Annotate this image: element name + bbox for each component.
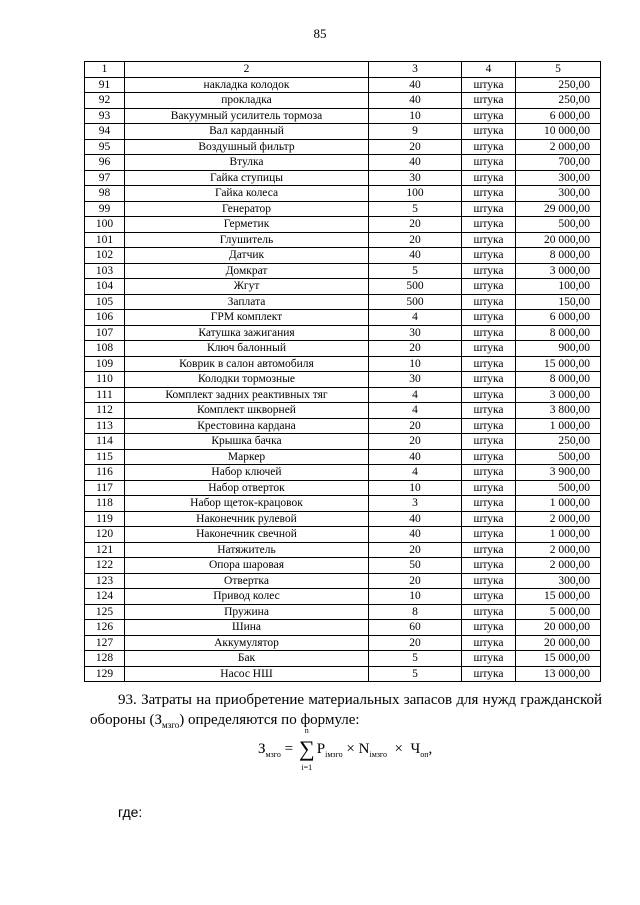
row-number-cell: 97	[85, 170, 125, 186]
row-number-cell: 115	[85, 449, 125, 465]
table-row	[85, 434, 601, 450]
formula-n-sub: iмзго	[369, 750, 388, 759]
price-cell: 250,00	[516, 93, 601, 109]
price-cell: 250,00	[516, 434, 601, 450]
table-row	[85, 201, 601, 217]
quantity-cell: 30	[369, 170, 462, 186]
quantity-cell: 5	[369, 263, 462, 279]
item-name-cell: Комплект задних реактивных тяг	[125, 387, 369, 403]
item-name-cell: Ключ балонный	[125, 341, 369, 357]
price-cell: 2 000,00	[516, 542, 601, 558]
table-row	[85, 604, 601, 620]
table-row	[85, 124, 601, 140]
table-row	[85, 465, 601, 481]
row-number-cell: 101	[85, 232, 125, 248]
table-row	[85, 387, 601, 403]
row-number-cell: 118	[85, 496, 125, 512]
item-name-cell: Коврик в салон автомобиля	[125, 356, 369, 372]
item-name-cell: Отвертка	[125, 573, 369, 589]
item-name-cell: Шина	[125, 620, 369, 636]
quantity-cell: 4	[369, 465, 462, 481]
quantity-cell: 20	[369, 232, 462, 248]
unit-cell: штука	[462, 372, 516, 388]
row-number-cell: 110	[85, 372, 125, 388]
price-cell: 3 000,00	[516, 387, 601, 403]
row-number-cell: 126	[85, 620, 125, 636]
price-cell: 3 900,00	[516, 465, 601, 481]
price-cell: 10 000,00	[516, 124, 601, 140]
formula-n: N	[358, 741, 370, 757]
table-row	[85, 418, 601, 434]
formula-eq: =	[284, 741, 294, 757]
paragraph-symbol-sub: мзго	[162, 720, 180, 730]
item-name-cell: Колодки тормозные	[125, 372, 369, 388]
table-row	[85, 480, 601, 496]
price-cell: 250,00	[516, 77, 601, 93]
row-number-cell: 114	[85, 434, 125, 450]
row-number-cell: 108	[85, 341, 125, 357]
formula-times-1: ×	[346, 741, 355, 757]
price-cell: 300,00	[516, 573, 601, 589]
item-name-cell: Герметик	[125, 217, 369, 233]
item-name-cell: Вакуумный усилитель тормоза	[125, 108, 369, 124]
item-name-cell: Домкрат	[125, 263, 369, 279]
quantity-cell: 20	[369, 139, 462, 155]
quantity-cell: 4	[369, 387, 462, 403]
quantity-cell: 10	[369, 108, 462, 124]
formula-p: P	[316, 741, 326, 757]
formula-times-2: ×	[394, 741, 403, 757]
item-name-cell: Катушка зажигания	[125, 325, 369, 341]
row-number-cell: 107	[85, 325, 125, 341]
unit-cell: штука	[462, 480, 516, 496]
unit-cell: штука	[462, 124, 516, 140]
sum-lower-limit: i=1	[301, 763, 313, 772]
unit-cell: штука	[462, 263, 516, 279]
unit-cell: штука	[462, 279, 516, 295]
price-cell: 3 800,00	[516, 403, 601, 419]
unit-cell: штука	[462, 108, 516, 124]
formula-lhs-sub: мзго	[265, 750, 281, 759]
paragraph-text-after: ) определяются по формуле:	[179, 712, 360, 728]
price-cell: 1 000,00	[516, 527, 601, 543]
unit-cell: штука	[462, 217, 516, 233]
page-number: 85	[313, 26, 327, 41]
price-cell: 6 000,00	[516, 108, 601, 124]
price-cell: 15 000,00	[516, 356, 601, 372]
price-cell: 5 000,00	[516, 604, 601, 620]
item-name-cell: Втулка	[125, 155, 369, 171]
formula-p-sub: iмзго	[325, 750, 343, 759]
unit-cell: штука	[462, 77, 516, 93]
row-number-cell: 111	[85, 387, 125, 403]
row-number-cell: 120	[85, 527, 125, 543]
quantity-cell: 40	[369, 93, 462, 109]
item-name-cell: Крестовина кардана	[125, 418, 369, 434]
unit-cell: штука	[462, 170, 516, 186]
sum-symbol: ∑	[298, 736, 315, 761]
table-row	[85, 620, 601, 636]
unit-cell: штука	[462, 434, 516, 450]
table-row	[85, 248, 601, 264]
quantity-cell: 10	[369, 356, 462, 372]
item-name-cell: Датчик	[125, 248, 369, 264]
item-name-cell: Аккумулятор	[125, 635, 369, 651]
row-number-cell: 127	[85, 635, 125, 651]
unit-cell: штука	[462, 604, 516, 620]
row-number-cell: 94	[85, 124, 125, 140]
table-row	[85, 666, 601, 682]
quantity-cell: 20	[369, 434, 462, 450]
price-cell: 3 000,00	[516, 263, 601, 279]
price-cell: 13 000,00	[516, 666, 601, 682]
unit-cell: штука	[462, 558, 516, 574]
table-row	[85, 170, 601, 186]
item-name-cell: Набор щеток-крацовок	[125, 496, 369, 512]
quantity-cell: 100	[369, 186, 462, 202]
table-row	[85, 310, 601, 326]
row-number-cell: 117	[85, 480, 125, 496]
quantity-cell: 40	[369, 248, 462, 264]
row-number-cell: 121	[85, 542, 125, 558]
price-cell: 2 000,00	[516, 139, 601, 155]
row-number-cell: 104	[85, 279, 125, 295]
header-col-1: 1	[85, 62, 125, 78]
item-name-cell: Натяжитель	[125, 542, 369, 558]
price-cell: 8 000,00	[516, 372, 601, 388]
unit-cell: штука	[462, 341, 516, 357]
price-cell: 500,00	[516, 449, 601, 465]
unit-cell: штука	[462, 465, 516, 481]
price-cell: 500,00	[516, 217, 601, 233]
quantity-cell: 40	[369, 511, 462, 527]
price-cell: 20 000,00	[516, 620, 601, 636]
table-row	[85, 449, 601, 465]
row-number-cell: 119	[85, 511, 125, 527]
item-name-cell: Воздушный фильтр	[125, 139, 369, 155]
unit-cell: штука	[462, 248, 516, 264]
quantity-cell: 40	[369, 155, 462, 171]
item-name-cell: Заплата	[125, 294, 369, 310]
quantity-cell: 40	[369, 527, 462, 543]
quantity-cell: 5	[369, 666, 462, 682]
row-number-cell: 128	[85, 651, 125, 667]
paragraph-93	[90, 690, 602, 735]
table-row	[85, 403, 601, 419]
price-cell: 700,00	[516, 155, 601, 171]
table-row	[85, 93, 601, 109]
cost-formula	[258, 726, 433, 772]
price-cell: 29 000,00	[516, 201, 601, 217]
table-row	[85, 558, 601, 574]
item-name-cell: Насос НШ	[125, 666, 369, 682]
item-name-cell: Комплект шкворней	[125, 403, 369, 419]
item-name-cell: Жгут	[125, 279, 369, 295]
quantity-cell: 30	[369, 325, 462, 341]
table-row	[85, 77, 601, 93]
quantity-cell: 8	[369, 604, 462, 620]
price-cell: 150,00	[516, 294, 601, 310]
price-cell: 8 000,00	[516, 325, 601, 341]
table-row	[85, 635, 601, 651]
price-cell: 1 000,00	[516, 418, 601, 434]
row-number-cell: 93	[85, 108, 125, 124]
table-row	[85, 217, 601, 233]
price-cell: 2 000,00	[516, 511, 601, 527]
price-cell: 6 000,00	[516, 310, 601, 326]
item-name-cell: Набор ключей	[125, 465, 369, 481]
header-col-5: 5	[516, 62, 601, 78]
table-row	[85, 279, 601, 295]
item-name-cell: Вал карданный	[125, 124, 369, 140]
price-cell: 300,00	[516, 170, 601, 186]
row-number-cell: 124	[85, 589, 125, 605]
table-row	[85, 232, 601, 248]
unit-cell: штука	[462, 403, 516, 419]
unit-cell: штука	[462, 325, 516, 341]
unit-cell: штука	[462, 635, 516, 651]
table-row	[85, 496, 601, 512]
paragraph-text-before: Затраты на приобретение материальных запасов для нужд гражданской обороны (З	[90, 692, 603, 728]
price-cell: 20 000,00	[516, 635, 601, 651]
price-cell: 8 000,00	[516, 248, 601, 264]
item-name-cell: ГРМ комплект	[125, 310, 369, 326]
quantity-cell: 5	[369, 201, 462, 217]
table-row	[85, 589, 601, 605]
price-cell: 2 000,00	[516, 558, 601, 574]
table-row	[85, 527, 601, 543]
row-number-cell: 96	[85, 155, 125, 171]
table-row	[85, 139, 601, 155]
table-row	[85, 651, 601, 667]
unit-cell: штука	[462, 527, 516, 543]
unit-cell: штука	[462, 232, 516, 248]
item-name-cell: прокладка	[125, 93, 369, 109]
row-number-cell: 105	[85, 294, 125, 310]
item-name-cell: Привод колес	[125, 589, 369, 605]
item-name-cell: Гайка колеса	[125, 186, 369, 202]
unit-cell: штука	[462, 496, 516, 512]
unit-cell: штука	[462, 542, 516, 558]
item-name-cell: Опора шаровая	[125, 558, 369, 574]
row-number-cell: 116	[85, 465, 125, 481]
header-col-3: 3	[369, 62, 462, 78]
quantity-cell: 10	[369, 480, 462, 496]
unit-cell: штука	[462, 449, 516, 465]
unit-cell: штука	[462, 155, 516, 171]
unit-cell: штука	[462, 651, 516, 667]
row-number-cell: 100	[85, 217, 125, 233]
unit-cell: штука	[462, 589, 516, 605]
quantity-cell: 20	[369, 418, 462, 434]
formula-ch-sub: оп	[420, 750, 429, 759]
quantity-cell: 500	[369, 279, 462, 295]
sum-sign	[298, 726, 315, 772]
price-cell: 15 000,00	[516, 651, 601, 667]
where-label: где:	[118, 804, 143, 820]
row-number-cell: 125	[85, 604, 125, 620]
item-name-cell: Глушитель	[125, 232, 369, 248]
row-number-cell: 91	[85, 77, 125, 93]
table-row	[85, 341, 601, 357]
row-number-cell: 103	[85, 263, 125, 279]
formula-tail: ,	[428, 741, 433, 757]
price-cell: 20 000,00	[516, 232, 601, 248]
row-number-cell: 123	[85, 573, 125, 589]
unit-cell: штука	[462, 573, 516, 589]
quantity-cell: 20	[369, 573, 462, 589]
item-name-cell: Маркер	[125, 449, 369, 465]
quantity-cell: 40	[369, 449, 462, 465]
table-row	[85, 511, 601, 527]
formula-ch: Ч	[410, 741, 421, 757]
quantity-cell: 5	[369, 651, 462, 667]
quantity-cell: 20	[369, 341, 462, 357]
quantity-cell: 30	[369, 372, 462, 388]
price-cell: 900,00	[516, 341, 601, 357]
row-number-cell: 113	[85, 418, 125, 434]
unit-cell: штука	[462, 294, 516, 310]
quantity-cell: 50	[369, 558, 462, 574]
table-row	[85, 356, 601, 372]
row-number-cell: 99	[85, 201, 125, 217]
table-row	[85, 108, 601, 124]
quantity-cell: 20	[369, 217, 462, 233]
unit-cell: штука	[462, 139, 516, 155]
item-name-cell: Наконечник рулевой	[125, 511, 369, 527]
unit-cell: штука	[462, 186, 516, 202]
table-row	[85, 186, 601, 202]
row-number-cell: 129	[85, 666, 125, 682]
quantity-cell: 40	[369, 77, 462, 93]
row-number-cell: 95	[85, 139, 125, 155]
price-cell: 300,00	[516, 186, 601, 202]
quantity-cell: 20	[369, 542, 462, 558]
unit-cell: штука	[462, 666, 516, 682]
item-name-cell: Бак	[125, 651, 369, 667]
table-header-row	[85, 62, 601, 78]
table-body	[85, 77, 601, 682]
item-name-cell: накладка колодок	[125, 77, 369, 93]
unit-cell: штука	[462, 511, 516, 527]
formula-lhs: З	[258, 741, 266, 757]
quantity-cell: 10	[369, 589, 462, 605]
table-row	[85, 542, 601, 558]
table-row	[85, 325, 601, 341]
quantity-cell: 20	[369, 635, 462, 651]
header-col-4: 4	[462, 62, 516, 78]
row-number-cell: 122	[85, 558, 125, 574]
unit-cell: штука	[462, 93, 516, 109]
paragraph-number: 93.	[118, 692, 137, 708]
price-cell: 15 000,00	[516, 589, 601, 605]
quantity-cell: 4	[369, 310, 462, 326]
materials-table	[84, 61, 601, 682]
unit-cell: штука	[462, 201, 516, 217]
item-name-cell: Гайка ступицы	[125, 170, 369, 186]
price-cell: 100,00	[516, 279, 601, 295]
price-cell: 500,00	[516, 480, 601, 496]
header-col-2: 2	[125, 62, 369, 78]
unit-cell: штука	[462, 356, 516, 372]
table-row	[85, 155, 601, 171]
row-number-cell: 109	[85, 356, 125, 372]
item-name-cell: Генератор	[125, 201, 369, 217]
quantity-cell: 60	[369, 620, 462, 636]
unit-cell: штука	[462, 620, 516, 636]
unit-cell: штука	[462, 387, 516, 403]
item-name-cell: Набор отверток	[125, 480, 369, 496]
table-row	[85, 294, 601, 310]
row-number-cell: 106	[85, 310, 125, 326]
price-cell: 1 000,00	[516, 496, 601, 512]
row-number-cell: 112	[85, 403, 125, 419]
quantity-cell: 500	[369, 294, 462, 310]
table-row	[85, 372, 601, 388]
item-name-cell: Наконечник свечной	[125, 527, 369, 543]
quantity-cell: 3	[369, 496, 462, 512]
unit-cell: штука	[462, 310, 516, 326]
row-number-cell: 98	[85, 186, 125, 202]
table-row	[85, 573, 601, 589]
quantity-cell: 4	[369, 403, 462, 419]
item-name-cell: Крышка бачка	[125, 434, 369, 450]
sum-upper-limit: n	[304, 726, 309, 735]
row-number-cell: 92	[85, 93, 125, 109]
table-row	[85, 263, 601, 279]
row-number-cell: 102	[85, 248, 125, 264]
item-name-cell: Пружина	[125, 604, 369, 620]
unit-cell: штука	[462, 418, 516, 434]
quantity-cell: 9	[369, 124, 462, 140]
